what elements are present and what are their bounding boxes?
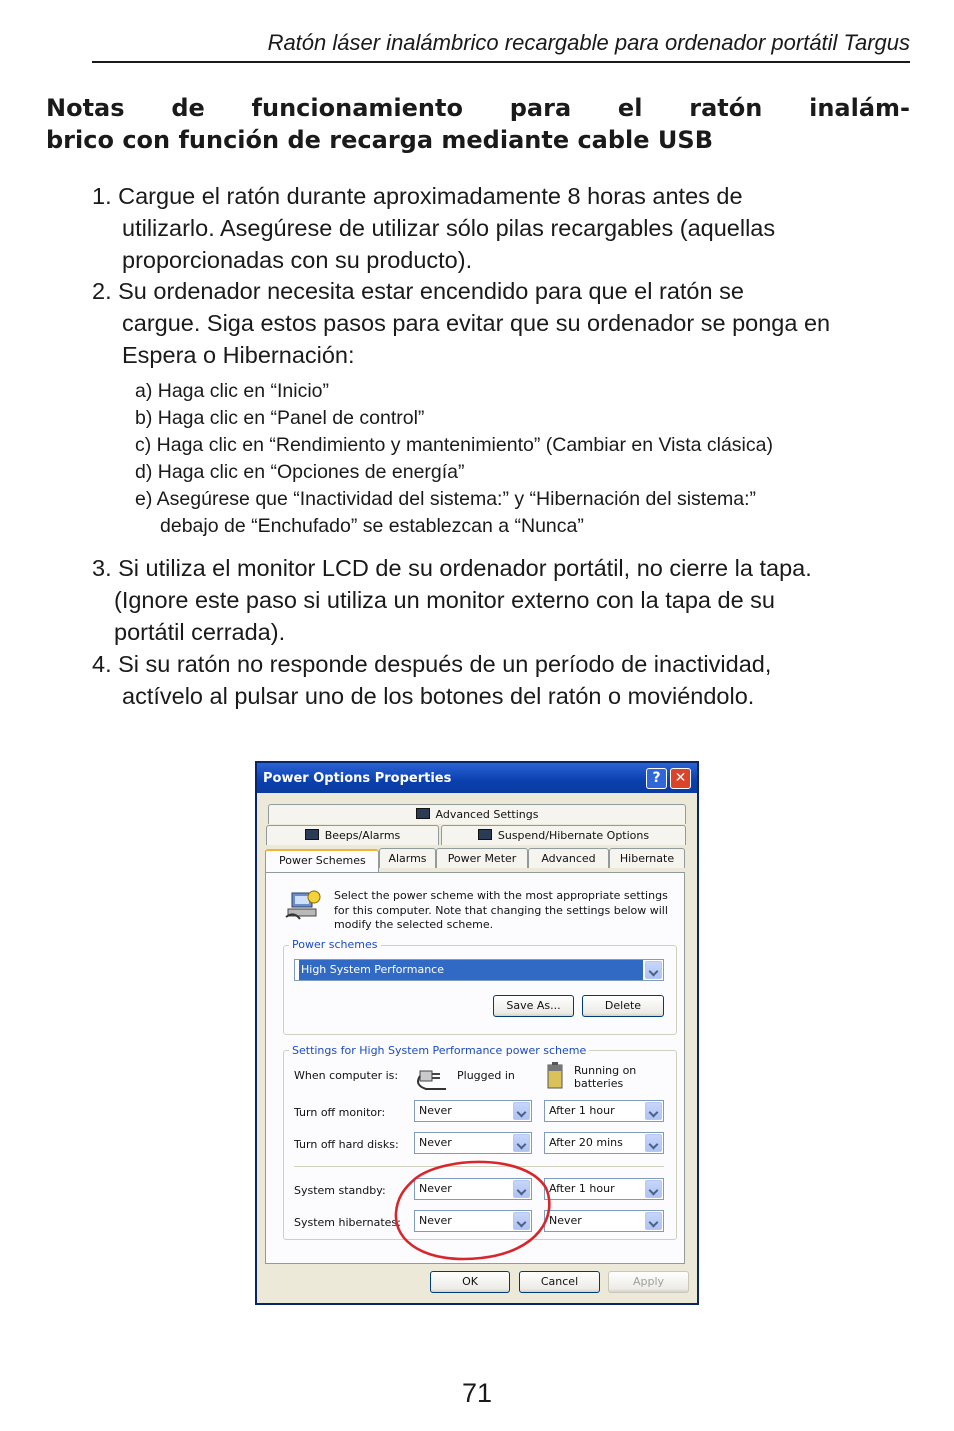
standby-plugged-select[interactable]: Never [414, 1178, 532, 1200]
tab-hibernate[interactable]: Hibernate [609, 848, 685, 868]
tab-advanced[interactable]: Advanced [528, 848, 609, 868]
step-1 [92, 180, 775, 276]
substep-e-continued: debajo de “Enchufado” se establezcan a “Nunca” [160, 515, 584, 537]
section-title-line-1: Notas de funcionamiento para el ratón inalám- [46, 94, 910, 122]
substep-d: d) Haga clic en “Opciones de energía” [135, 461, 465, 483]
section-title-line-2: brico con función de recarga mediante cable USB [46, 126, 713, 154]
standby-battery-select[interactable]: After 1 hour [544, 1178, 664, 1200]
step-1-line-3: proporcionadas con su producto). [122, 247, 473, 273]
tab-power-meter[interactable]: Power Meter [436, 848, 528, 868]
power-scheme-select[interactable] [294, 959, 664, 981]
power-schemes-group-label: Power schemes [289, 938, 381, 951]
settings-group-label: Settings for High System Performance power scheme [289, 1044, 589, 1057]
hibernate-plugged-select[interactable]: Never [414, 1210, 532, 1232]
tab-beeps-alarms[interactable]: Beeps/Alarms [266, 825, 439, 845]
substep-b: b) Haga clic en “Panel de control” [135, 407, 425, 429]
power-options-dialog [255, 761, 699, 1305]
step-2 [92, 275, 830, 371]
running-on-batteries-label: Running on batteries [574, 1064, 637, 1090]
tab-suspend-hibernate[interactable]: Suspend/Hibernate Options [441, 825, 686, 845]
apply-button[interactable]: Apply [608, 1271, 689, 1293]
tab-power-schemes[interactable]: Power Schemes [265, 849, 379, 872]
chevron-down-icon [513, 1102, 530, 1120]
chevron-down-icon [513, 1134, 530, 1152]
save-as-button[interactable]: Save As... [493, 995, 574, 1017]
hibernate-battery-select[interactable]: Never [544, 1210, 664, 1232]
monitor-battery-select[interactable]: After 1 hour [544, 1100, 664, 1122]
cancel-button[interactable]: Cancel [519, 1271, 600, 1293]
turn-off-hard-disks-label: Turn off hard disks: [294, 1138, 399, 1151]
step-1-line-1: 1. Cargue el ratón durante aproximadamente 8 horas antes de [92, 183, 743, 209]
power-schemes-panel [265, 872, 685, 1264]
step-3-line-3: portátil cerrada). [114, 619, 286, 645]
section-title [46, 92, 910, 156]
disks-plugged-select[interactable]: Never [414, 1132, 532, 1154]
turn-off-monitor-label: Turn off monitor: [294, 1106, 386, 1119]
substep-e: e) Asegúrese que “Inactividad del sistema:” y “Hibernación del sistema:” [135, 488, 757, 510]
close-button[interactable]: ✕ [670, 768, 691, 789]
substep-c: c) Haga clic en “Rendimiento y mantenimiento” (Cambiar en Vista clásica) [135, 434, 773, 456]
step-2-line-2: cargue. Siga estos pasos para evitar que su ordenador se ponga en [122, 310, 831, 336]
plug-icon [416, 1063, 450, 1091]
monitor-icon [416, 808, 430, 819]
step-4-line-1: 4. Si su ratón no responde después de un período de inactividad, [92, 651, 772, 677]
power-scheme-icon [284, 887, 322, 923]
step-4-line-2: actívelo al pulsar uno de los botones del ratón o moviéndolo. [122, 683, 755, 709]
power-scheme-value: High System Performance [299, 960, 643, 980]
step-2-line-3: Espera o Hibernación: [122, 342, 355, 368]
system-hibernates-label: System hibernates: [294, 1216, 401, 1229]
step-4 [92, 648, 771, 712]
highlight-ellipse [396, 1162, 549, 1259]
dialog-titlebar [257, 763, 697, 793]
step-2-substeps [135, 378, 773, 540]
step-3-line-2: (Ignore este paso si utiliza un monitor externo con la tapa de su [114, 587, 775, 613]
chevron-down-icon [645, 1180, 662, 1198]
monitor-icon [478, 829, 492, 840]
substep-a: a) Haga clic en “Inicio” [135, 380, 329, 402]
when-computer-is-label: When computer is: [294, 1069, 399, 1082]
chevron-down-icon [645, 961, 662, 979]
step-3-line-1: 3. Si utiliza el monitor LCD de su ordenador portátil, no cierre la tapa. [92, 555, 812, 581]
chevron-down-icon [645, 1134, 662, 1152]
plugged-in-label: Plugged in [457, 1069, 515, 1082]
delete-button[interactable]: Delete [582, 995, 664, 1017]
tab-alarms[interactable]: Alarms [379, 848, 436, 868]
monitor-icon [305, 829, 319, 840]
chevron-down-icon [645, 1102, 662, 1120]
page-number: 71 [461, 1378, 493, 1408]
ok-button[interactable]: OK [430, 1271, 510, 1293]
step-2-line-1: 2. Su ordenador necesita estar encendido para que el ratón se [92, 278, 744, 304]
disks-battery-select[interactable]: After 20 mins [544, 1132, 664, 1154]
step-3 [92, 552, 812, 648]
dialog-title: Power Options Properties [263, 771, 452, 786]
tab-advanced-settings[interactable]: Advanced Settings [268, 804, 686, 824]
intro-text: Select the power scheme with the most appropriate settings for this computer. Note that changing the settings below will modify the selected scheme. [334, 889, 668, 931]
running-header: Ratón láser inalámbrico recargable para ordenador portátil Targus [92, 30, 910, 63]
chevron-down-icon [645, 1212, 662, 1230]
help-button[interactable]: ? [646, 768, 667, 789]
monitor-plugged-select[interactable]: Never [414, 1100, 532, 1122]
system-standby-label: System standby: [294, 1184, 386, 1197]
highlight-circle [386, 1158, 556, 1266]
step-1-line-2: utilizarlo. Asegúrese de utilizar sólo pilas recargables (aquellas [122, 215, 776, 241]
battery-icon [545, 1061, 565, 1089]
